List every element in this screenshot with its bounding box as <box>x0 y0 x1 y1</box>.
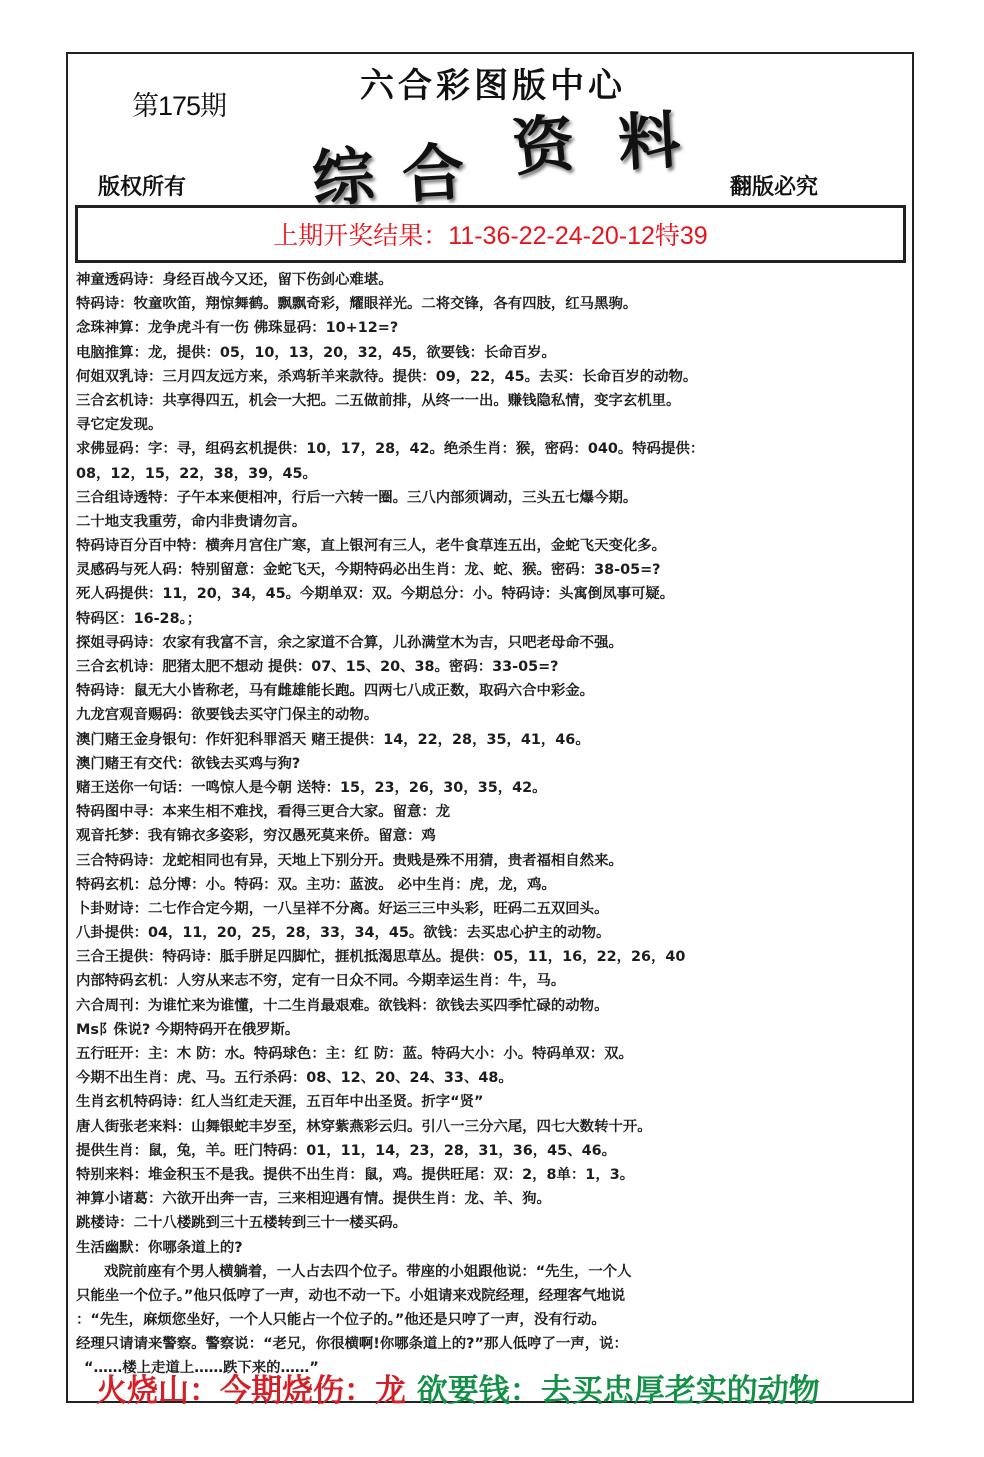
big-title-char-2: 合 <box>400 135 467 212</box>
text-line: 寻它定发现。 <box>76 417 163 434</box>
text-line: 八卦提供：04，11，20，25，28，33，34，45。欲钱：去买忠心护主的动物。 <box>76 925 611 942</box>
publisher-title: 六合彩图版中心 <box>360 66 626 106</box>
big-title-char-3: 资 <box>508 105 579 186</box>
text-line: 神算小诸葛：六欲开出奔一吉，三来相迎遇有情。提供生肖：龙、羊、狗。 <box>76 1191 551 1208</box>
big-title-char-4: 料 <box>616 103 683 180</box>
text-line: 今期不出生肖：虎、马。五行杀码：08、12、20、24、33、48。 <box>76 1070 513 1087</box>
text-line: 念珠神算：龙争虎斗有一伤 佛珠显码：10+12=? <box>76 320 399 337</box>
text-line: 三合王提供：特码诗：胝手胼足四脚忙，捱机抵渴思草丛。提供：05，11，16，22，26，40 <box>76 949 686 966</box>
humor-heading: 生活幽默：你哪条道上的? <box>76 1239 243 1256</box>
text-line: 六合周刊：为谁忙来为谁懂，十二生肖最艰难。欲钱料：欲钱去买四季忙碌的动物。 <box>76 997 609 1014</box>
text-line: 特码诗：牧童吹笛，翔惊舞鹤。飘飘奇彩，耀眼祥光。二将交锋，各有四肢，红马黑驹。 <box>76 296 638 313</box>
text-line: 唐人街张老来料：山舞银蛇丰岁至，林穿紫燕彩云归。引八一三分六尾，四七大数转十开。 <box>76 1118 652 1135</box>
text-line: 观音托梦：我有锦衣多姿彩，穷汉愚死莫来侨。留意：鸡 <box>76 828 436 845</box>
text-line: 电脑推算：龙，提供：05，10，13，20，32，45，欲要钱：长命百岁。 <box>76 344 556 361</box>
text-line: 何姐双乳诗：三月四友远方来，杀鸡斩羊来款待。提供：09，22，45。去买：长命百岁的动物。 <box>76 368 698 385</box>
text-line: 特码玄机：总分博：小。特码：双。主功：蓝波。 必中生肖：虎，龙，鸡。 <box>76 876 556 893</box>
text-line: 三合特码诗：龙蛇相同也有异，天地上下别分开。贵贱是殊不用猜，贵者福相自然来。 <box>76 852 623 869</box>
story-line: 戏院前座有个男人横躺着，一人占去四个位子。带座的小姐跟他说：“先生，一个人 <box>104 1263 632 1280</box>
text-line: 特码图中寻：本来生相不难找，看得三更合大家。留意：龙 <box>76 804 451 821</box>
footer-red-text: 火烧山：今期烧伤：龙 <box>96 1373 406 1409</box>
text-line: 九龙宫观音赐码：欲要钱去买守门保主的动物。 <box>76 707 379 724</box>
text-line: 五行旺开：主：木 防：水。特码球色：主：红 防：蓝。特码大小：小。特码单双：双。 <box>76 1046 633 1062</box>
text-line: 三合玄机诗：共享得四五，机会一大把。二五做前排，从终一一出。赚钱隐私情，变字玄机里。 <box>76 392 681 409</box>
story-line: “……楼上走道上……跌下来的……” <box>84 1360 319 1377</box>
text-line: 灵感码与死人码：特别留意：金蛇飞天，今期特码必出生肖：龙、蛇、猴。密码：38-05=? <box>76 562 661 579</box>
text-line: 神童透码诗：身经百战今又还，留下伤剑心难堪。 <box>76 272 393 288</box>
content-lines <box>76 268 911 1381</box>
story-line: ：“先生，麻烦您坐好，一个人只能占一个位子的。”他还是只哼了一声，没有行动。 <box>76 1312 606 1329</box>
text-line: 澳门赌王金身银句：作奸犯科罪滔天 赌王提供：14，22，28，35，41，46。 <box>76 731 590 748</box>
text-line: 三合组诗透特：子午本来便相冲，行后一六转一圈。三八内部须调动，三头五七爆今期。 <box>76 489 638 506</box>
text-line: 卜卦财诗：二七作合定今期，一八呈祥不分离。好运三三中头彩，旺码二五双回头。 <box>76 900 609 917</box>
text-line: 内部特码玄机：人穷从来志不穷，定有一日众不同。今期幸运生肖：牛，马。 <box>76 973 566 990</box>
story-line: 只能坐一个位子。”他只低哼了一声，动也不动一下。小姐请来戏院经理，经理客气地说 <box>76 1287 626 1304</box>
text-line: 死人码提供：11，20，34，45。今期单双：双。今期总分：小。特码诗：头寓倒凤事可疑。 <box>76 586 675 603</box>
footer-green-text: 欲要钱：去买忠厚老实的动物 <box>416 1373 820 1409</box>
copyright-notice: 版权所有 <box>98 175 187 200</box>
text-line: 特码诗百分百中特：横奔月宫住广寒，直上银河有三人，老牛食草连五出，金蛇飞天变化多。 <box>76 538 667 555</box>
text-line: 求佛显码：字：寻，组码玄机提供：10，17，28，42。绝杀生肖：猴，密码：040。特码提供： <box>76 441 705 458</box>
text-line: 特码区：16-28。； <box>76 610 202 627</box>
text-line: 特码诗：鼠无大小皆称老，马有雌雄能长跑。四两七八成正数，取码六合中彩金。 <box>76 683 595 700</box>
text-line: 08，12，15，22，38，39，45。 <box>76 465 317 482</box>
piracy-warning: 翻版必究 <box>730 175 819 200</box>
text-line: 赌王送你一句话：一鸣惊人是今朝 送特：15，23，26，30，35，42。 <box>76 779 547 796</box>
last-draw-result: 上期开奖结果：11-36-22-24-20-12特39 <box>273 222 708 250</box>
text-line: 三合玄机诗：肥猪太肥不想动 提供：07、15、20、38。密码：33-05=? <box>76 659 559 675</box>
story-line: 经理只请请来警察。警察说：“老兄，你很横啊!你哪条道上的?”那人低哼了一声，说： <box>76 1336 628 1353</box>
text-line: 提供生肖：鼠，兔，羊。旺门特码：01，11，14，23，28，31，36，45、46。 <box>76 1142 617 1159</box>
last-draw-result-box <box>75 205 906 263</box>
text-line: 生肖玄机特码诗：红人当红走天涯，五百年中出圣贤。折字“贤” <box>76 1094 484 1111</box>
footer-banner <box>96 1365 820 1410</box>
text-line: 探姐寻码诗：农家有我富不言，余之家道不合算，儿孙满堂木为吉，只吧老母命不强。 <box>76 634 623 651</box>
text-line: 澳门赌王有交代：欲钱去买鸡与狗? <box>76 755 301 772</box>
big-title-char-1: 综 <box>309 138 377 217</box>
text-line: 跳楼诗：二十八楼跳到三十五楼转到三十一楼买码。 <box>76 1215 407 1232</box>
text-line: 二十地支我重劳，命内非贵请勿言。 <box>76 513 307 530</box>
text-line: 特别来料：堆金积玉不是我。提供不出生肖：鼠，鸡。提供旺尾：双：2，8单：1，3。 <box>76 1166 635 1183</box>
text-line: Ms阝侏说? 今期特码开在俄罗斯。 <box>76 1021 300 1038</box>
issue-number: 第175期 <box>132 91 227 121</box>
